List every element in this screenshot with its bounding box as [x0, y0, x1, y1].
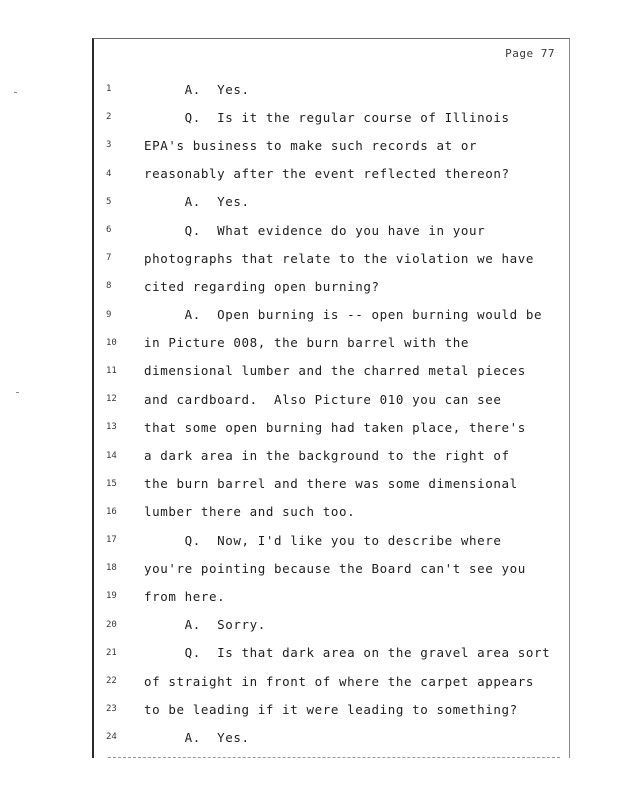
line-number: 14	[106, 450, 117, 461]
line-text: you're pointing because the Board can't see you	[144, 560, 526, 576]
line-number: 8	[106, 281, 112, 292]
line-number: 17	[106, 535, 117, 546]
line-number: 7	[106, 253, 112, 264]
transcript-line	[94, 639, 569, 667]
transcript-line	[94, 188, 569, 216]
transcript-line	[94, 441, 569, 469]
line-text: of straight in front of where the carpet appears	[144, 673, 535, 689]
transcript-line	[94, 723, 569, 751]
transcript-line	[94, 470, 569, 498]
line-number: 24	[106, 732, 117, 743]
line-text: and cardboard. Also Picture 010 you can see	[144, 391, 502, 407]
transcript-line	[94, 329, 569, 357]
line-number: 6	[106, 225, 112, 236]
transcript-lines	[94, 75, 569, 752]
line-number: 22	[106, 676, 117, 687]
page-number: Page 77	[505, 47, 555, 60]
line-number: 11	[106, 365, 117, 376]
scan-speck	[14, 92, 17, 93]
line-number: 20	[106, 619, 117, 630]
line-text: Q. Now, I'd like you to describe where	[144, 532, 502, 548]
line-number: 4	[106, 168, 112, 179]
line-text: A. Yes.	[144, 194, 250, 210]
line-text: photographs that relate to the violation we have	[144, 250, 535, 266]
transcript-page	[92, 38, 570, 758]
transcript-line	[94, 103, 569, 131]
transcript-line	[94, 244, 569, 272]
transcript-line	[94, 582, 569, 610]
line-text: in Picture 008, the burn barrel with the	[144, 335, 470, 351]
line-number: 12	[106, 394, 117, 405]
line-text: reasonably after the event reflected thereon?	[144, 166, 510, 182]
line-number: 21	[106, 647, 117, 658]
transcript-line	[94, 554, 569, 582]
transcript-line	[94, 695, 569, 723]
transcript-line	[94, 75, 569, 103]
line-number: 10	[106, 337, 117, 348]
scan-speck	[16, 392, 19, 393]
transcript-line	[94, 301, 569, 329]
line-number: 9	[106, 309, 112, 320]
line-number: 1	[106, 84, 112, 95]
line-text: Q. What evidence do you have in your	[144, 222, 486, 238]
line-number: 23	[106, 704, 117, 715]
line-text: A. Yes.	[144, 729, 250, 745]
line-number: 15	[106, 478, 117, 489]
line-text: A. Yes.	[144, 81, 250, 97]
line-text: dimensional lumber and the charred metal pieces	[144, 363, 526, 379]
line-number: 2	[106, 112, 112, 123]
line-number: 18	[106, 563, 117, 574]
line-number: 19	[106, 591, 117, 602]
line-text: EPA's business to make such records at or	[144, 137, 478, 153]
transcript-line	[94, 498, 569, 526]
transcript-line	[94, 385, 569, 413]
line-text: cited regarding open burning?	[144, 278, 380, 294]
transcript-line	[94, 131, 569, 159]
line-text: Q. Is that dark area on the gravel area sort	[144, 645, 551, 661]
transcript-line	[94, 216, 569, 244]
transcript-line	[94, 272, 569, 300]
transcript-line	[94, 667, 569, 695]
line-number: 5	[106, 196, 112, 207]
line-number: 3	[106, 140, 112, 151]
line-text: a dark area in the background to the right of	[144, 448, 510, 464]
transcript-line	[94, 413, 569, 441]
transcript-line	[94, 526, 569, 554]
line-text: A. Sorry.	[144, 617, 266, 633]
transcript-line	[94, 611, 569, 639]
line-text: lumber there and such too.	[144, 504, 356, 520]
bottom-rule	[108, 757, 560, 758]
transcript-line	[94, 160, 569, 188]
transcript-line	[94, 357, 569, 385]
line-text: from here.	[144, 588, 226, 604]
line-text: to be leading if it were leading to something?	[144, 701, 518, 717]
line-text: the burn barrel and there was some dimensional	[144, 476, 518, 492]
line-text: that some open burning had taken place, there's	[144, 419, 526, 435]
line-text: A. Open burning is -- open burning would be	[144, 307, 543, 323]
line-text: Q. Is it the regular course of Illinois	[144, 109, 510, 125]
line-number: 13	[106, 422, 117, 433]
line-number: 16	[106, 506, 117, 517]
